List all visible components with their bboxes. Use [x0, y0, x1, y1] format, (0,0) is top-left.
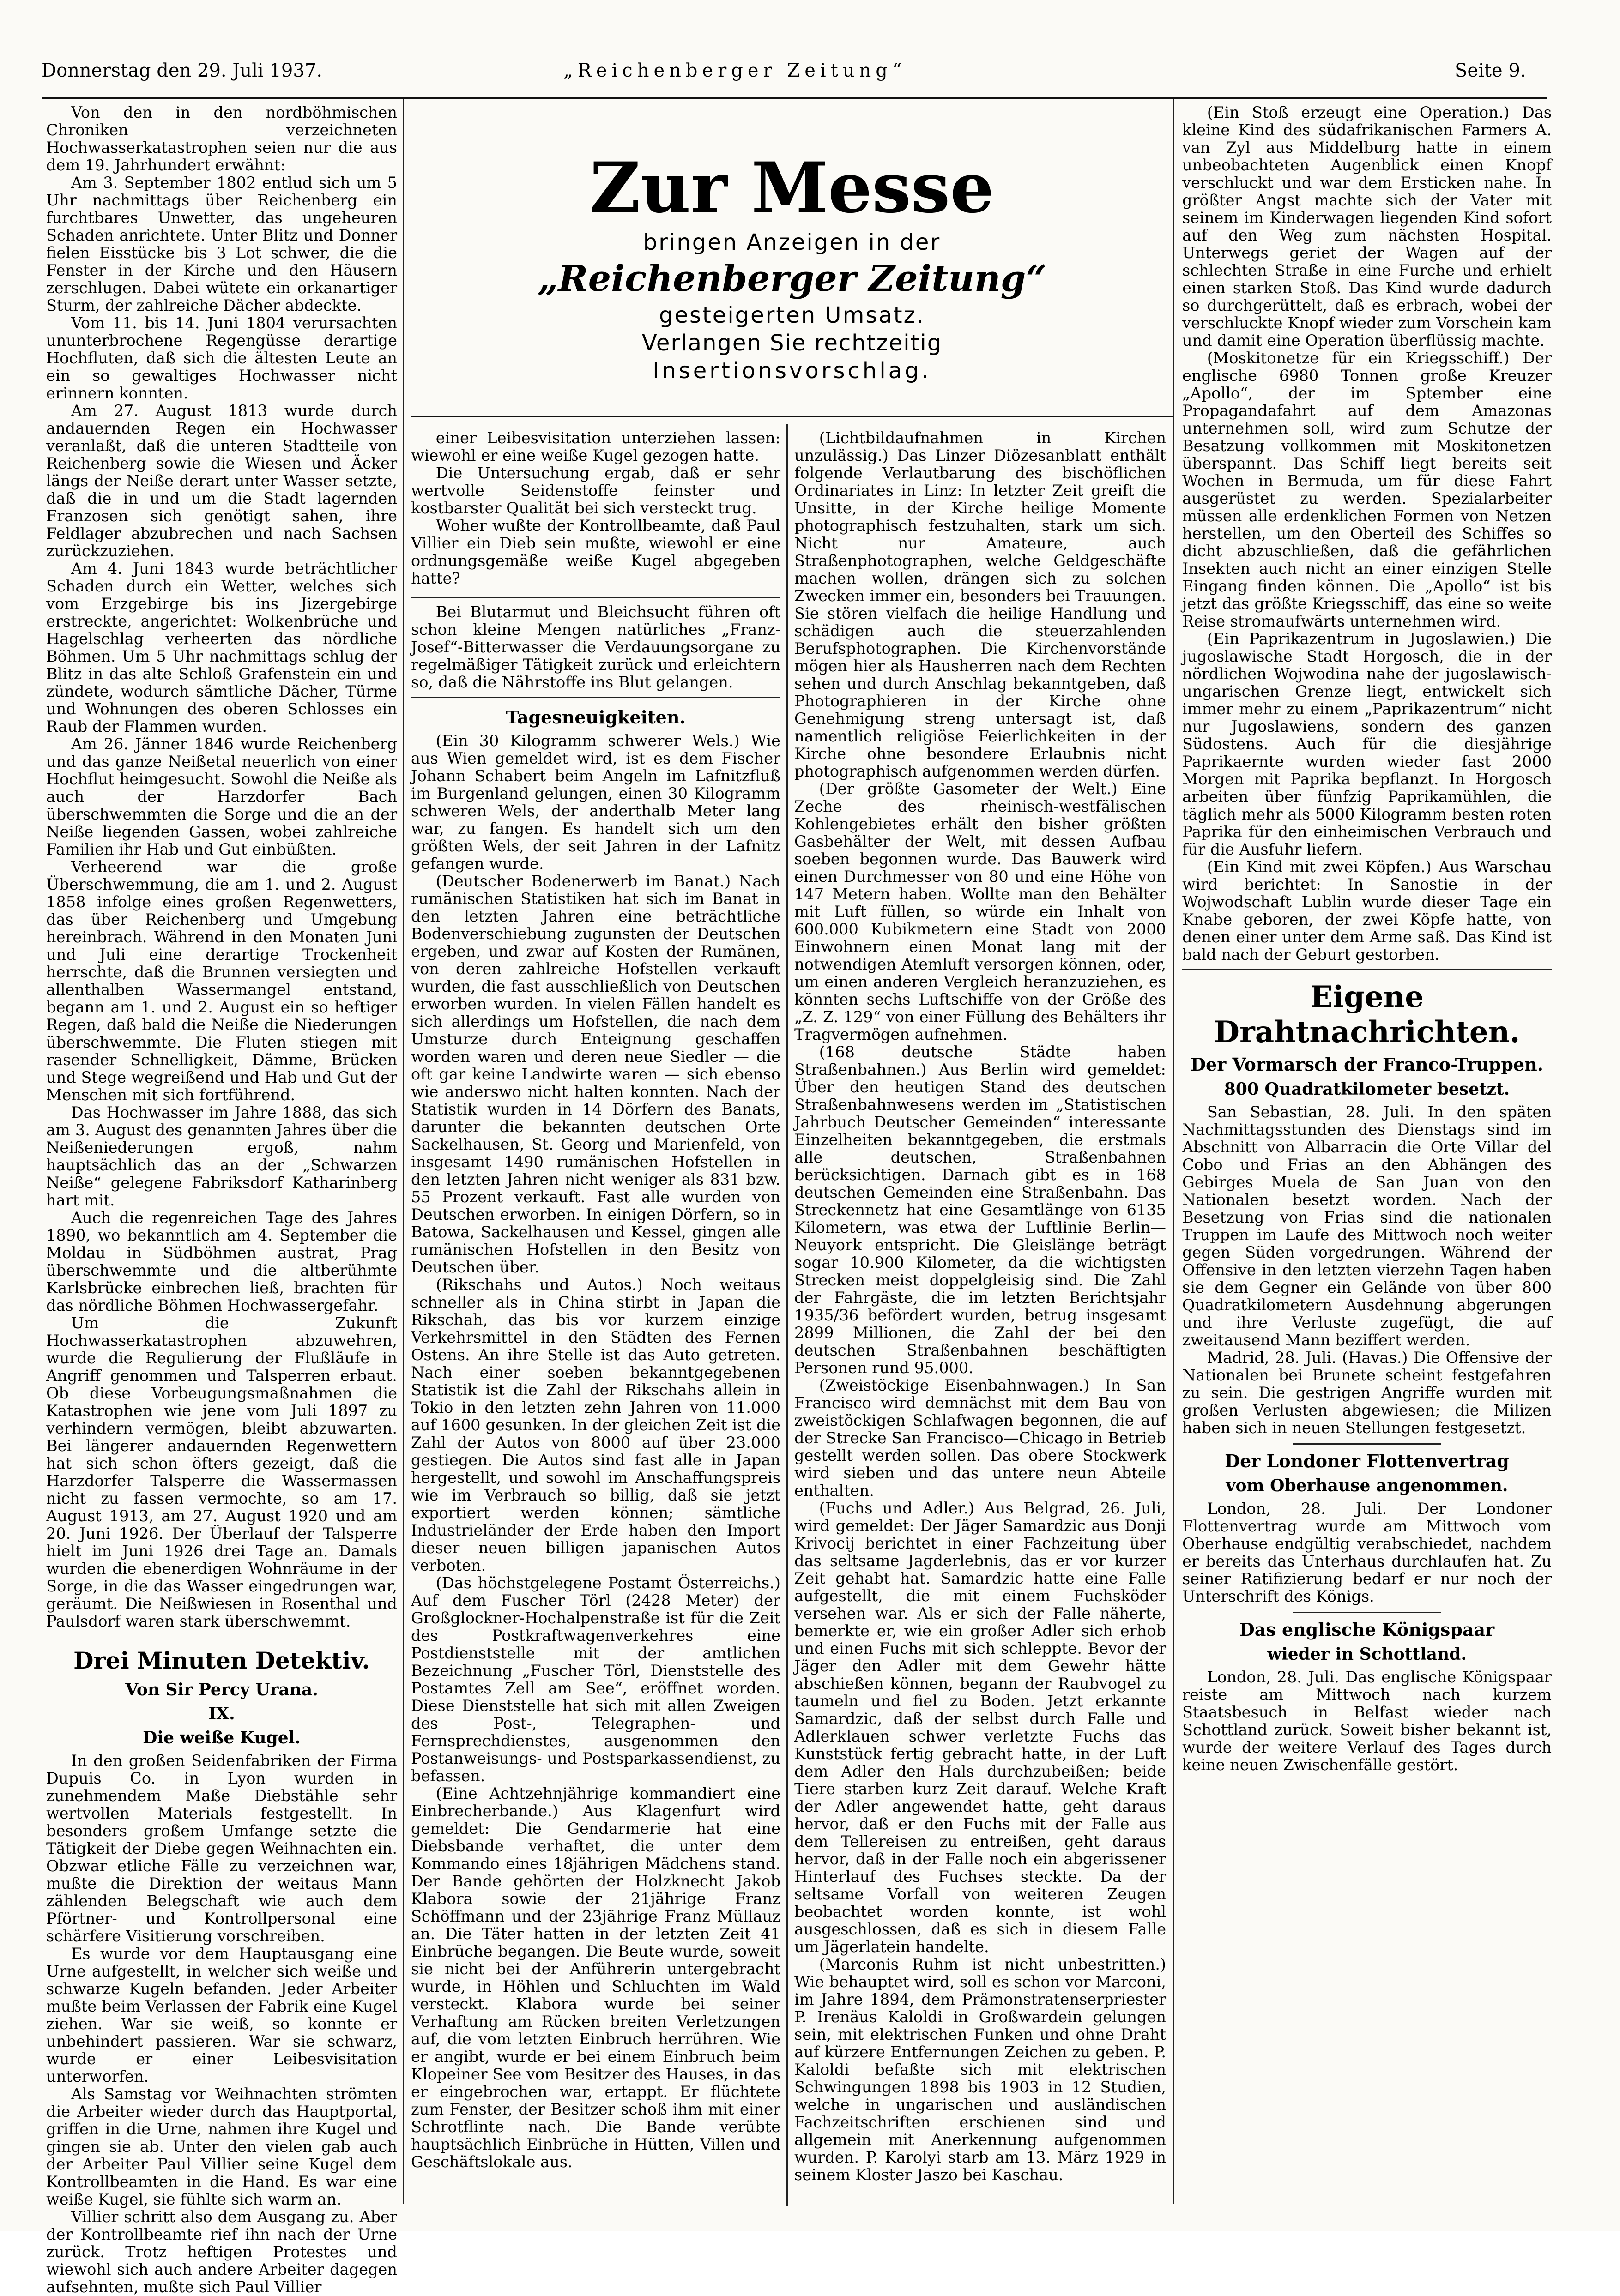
news-item: (Zweistöckige Eisenbahnwagen.) In San Francisco wird demnächst mit dem Bau von zweistöckigen Schlafwagen begonnen, die auf der Strecke San Francisco—Chicago in Betrieb gestellt werden sollen. Das obere Stockwerk wird sieben und das untere neun Abteile enthalten.	[794, 1376, 1166, 1500]
wire-item-title: Der Londoner Flottenvertrag	[1225, 1451, 1509, 1471]
article-paragraph: Das Hochwasser im Jahre 1888, das sich am 3. August des genannten Jahres über die Neißeniederungen ergoß, nahm hauptsächlich das an der „Schwarzen Neiße“ gelegene Fabriksdorf Katharinberg hart mit.	[46, 1103, 397, 1209]
header-rule	[42, 97, 1547, 99]
article-paragraph: Am 26. Jänner 1846 wurde Reichenberg und das ganze Neißetal neuerlich von einer Hochflut heimgesucht. Sowohl die Neiße als auch der Harzdorfer Bach überschwemmten die Sorge und die an der Neiße liegenden Gassen, wobei zahlreiche Familien ihr Hab und Gut einbüßten.	[46, 735, 397, 858]
article-paragraph: Von den in den nordböhmischen Chroniken verzeichneten Hochwasserkatastrophen seien nur die aus dem 19. Jahrhundert erwähnt:	[46, 103, 397, 174]
wire-item-subtitle: vom Oberhause angenommen.	[1226, 1476, 1508, 1495]
news-item: (Marconis Ruhm ist nicht unbestritten.) Wie behauptet wird, soll es schon vor Marconi, im Jahre 1894, dem Prämonstratenserpriester P. Irenäus Kaloldi in Großwardein gelungen sein, mit elektrischen Funken und ohne Draht auf kürzere Entfernungen Zeichen zu geben. P. Kaloldi befaßte sich mit elektrischen Schwingungen 1898 bis 1903 in 12 Studien, welche in ungarischen und ausländischen Fachzeitschriften erschienen sind und allgemein mit Anerkennung aufgenommen wurden. P. Karolyi starb am 13. März 1929 in seinem Kloster Jaszo bei Kaschau.	[794, 1955, 1166, 2184]
story-number: IX.	[208, 1704, 235, 1724]
divider	[1293, 1443, 1441, 1445]
story-paragraph: Woher wußte der Kontrollbeamte, daß Paul Villier ein Dieb sein mußte, wiewohl er eine ordnungsgemäße weiße Kugel abgegeben hatte?	[411, 517, 780, 587]
column-3	[794, 429, 1166, 2207]
newspaper-title: „Reichenberger Zeitung“	[563, 60, 907, 81]
story-paragraph: In den großen Seidenfabriken der Firma Dupuis Co. in Lyon wurden in zunehmendem Maße Diebstähle sehr wertvollen Materials festgestellt. In besonders großem Umfange setzte die Tätigkeit der Diebe gegen Weihnachten ein. Obzwar etliche Fälle zu verzeichnen war, mußte die Direktion der weitaus Mann zählenden Belegschaft wie auch dem Pförtner- und Kontrollpersonal eine schärfere Visitierung vorschreiben.	[46, 1752, 397, 1945]
story-title: Drei Minuten Detektiv.	[73, 1647, 370, 1674]
news-item: (Fuchs und Adler.) Aus Belgrad, 26. Juli, wird gemeldet: Der Jäger Samardzic aus Donji Krivocij berichtet in einer Fachzeitung über das seltsame Jagderlebnis, das er vor kurzer Zeit gehabt hat. Samardzic hatte eine Falle aufgestellt, die mit einem Fuchsköder versehen war. Als er sich der Falle näherte, bemerkte er, wie ein großer Adler sich erhob und einen Fuchs mit sich schleppte. Bevor der Jäger den Adler mit dem Gewehr hätte abschießen können, begann der Raubvogel zu taumeln und fiel zu Boden. Jetzt erkannte Samardzic, daß der selbst durch Falle und Adlerklauen schwer verletzte Fuchs das Kunststück fertig gebracht hatte, in der Luft dem Adler den Hals durchzubeißen; beide Tiere starben kurz Zeit darauf. Welche Kraft der Adler angewendet hatte, geht daraus hervor, daß er den Fuchs mit der Falle aus dem Tellereisen zu entreißen, geht daraus hervor, daß in der Falle noch ein abgerissener Hinterlauf des Fuchses steckte. Da der seltsame Vorfall von weiteren Zeugen beobachtet worden konnte, ist wohl ausgeschlossen, daß es sich in diesem Falle um Jägerlatein handelte.	[794, 1499, 1166, 1956]
column-rule	[786, 424, 788, 2206]
divider	[1293, 1612, 1441, 1613]
wire-paragraph: London, 28. Juli. Der Londoner Flottenvertrag wurde am Mittwoch vom Oberhause endgültig verabschiedet, nachdem er bereits das Unterhaus durchlaufen hat. Zu seiner Ratifizierung bedarf er nur noch der Unterschrift des Königs.	[1182, 1500, 1552, 1605]
column-2	[411, 429, 780, 2207]
ad-line: Verlangen Sie rechtzeitig	[641, 330, 943, 356]
article-paragraph: Am 27. August 1813 wurde durch andauernden Regen ein Hochwasser veranlaßt, daß die unteren Stadtteile von Reichenberg sowie die Wiesen und Äcker längs der Neiße derart unter Wasser setzte, daß die in und um die Stadt lagernden Franzosen sich genötigt sahen, ihre Feldlager abzubrechen und nach Sachsen zurückzuziehen.	[46, 402, 397, 560]
bitterwater-notice	[411, 597, 780, 698]
news-item: (Ein Kind mit zwei Köpfen.) Aus Warschau wird berichtet: In Sanostie in der Wojwodschaft Lublin wurde dieser Tage ein Knabe geboren, der zwei Köpfe hatte, von denen einer unter dem Arme saß. Das Kind ist bald nach der Geburt gestorben.	[1182, 858, 1552, 964]
news-item: (Ein Paprikazentrum in Jugoslawien.) Die jugoslawische Stadt Horgosch, die in der nördlichen Wojwodina nahe der jugoslawisch-ungarischen Grenze liegt, entwickelt sich immer mehr zu einem „Paprikazentrum“ nicht nur Jugoslawiens, sondern des ganzen Südostens. Auch für die diesjährige Paprikaernte wurden wieder fast 2000 Morgen mit Paprika bepflanzt. In Horgosch arbeiten über fünfzig Paprikamühlen, die täglich mehr als 5000 Kilogramm besten roten Paprika für den einheimischen Verbrauch und für die Ausfuhr liefern.	[1182, 630, 1552, 858]
wire-item-subtitle: wieder in Schottland.	[1267, 1645, 1467, 1664]
wire-item-subtitle: 800 Quadratkilometer besetzt.	[1224, 1079, 1510, 1099]
story-paragraph: Villier schritt also dem Ausgang zu. Aber der Kontrollbeamte rief ihn nach der Urne zurück. Trotz heftigen Protestes und wiewohl sich auch andere Arbeiter dagegen aufsehnten, mußte sich Paul Villier	[46, 2208, 397, 2296]
wire-item-title: Das englische Königspaar	[1239, 1619, 1495, 1640]
column-4	[1182, 104, 1552, 2209]
article-paragraph: Auch die regenreichen Tage des Jahres 1890, wo bekanntlich am 4. September die Moldau in Südböhmen austrat, Prag überschwemmte und die altberühmte Karlsbrücke einbrechen ließ, brachten für das nördliche Böhmen Hochwassergefahr.	[46, 1209, 397, 1314]
story-author: Von Sir Percy Urana.	[125, 1680, 318, 1699]
story-paragraph: Es wurde vor dem Hauptausgang eine Urne aufgestellt, in welcher sich weiße und schwarze Kugeln befanden. Jeder Arbeiter mußte beim Verlassen der Fabrik eine Kugel ziehen. War sie weiß, so konnte er unbehindert passieren. War sie schwarz, wurde er einer Leibesvisitation unterworfen.	[46, 1945, 397, 2085]
story-subtitle: Die weiße Kugel.	[143, 1728, 301, 1748]
news-item: (Lichtbildaufnahmen in Kirchen unzulässig.) Das Linzer Diözesanblatt enthält folgende Verlautbarung des bischöflichen Ordinariates in Linz: In letzter Zeit greift die Unsitte, in der Kirche heilige Momente photographisch festzuhalten, stark um sich. Nicht nur Amateure, auch Straßenphotographen, welche Geldgeschäfte machen wollen, drängen sich zu solchen Zwecken immer ein, besonders bei Trauungen. Sie stören vielfach die heilige Handlung und schädigen auch die steuerzahlenden Berufsphotographen. Die Kirchenvorstände mögen hier als Hausherren nach dem Rechten sehen und durch Anschlag bekanntgeben, daß Photographieren in der Kirche ohne Genehmigung streng untersagt ist, daß namentlich religiöse Feierlichkeiten in der Kirche ohne besondere Erlaubnis nicht photographisch aufgenommen werden dürfen.	[794, 429, 1166, 780]
news-item: (Der größte Gasometer der Welt.) Eine Zeche des rheinisch-westfälischen Kohlengebietes erhält den bisher größten Gasbehälter der Welt, mit dessen Aufbau soeben begonnen wurde. Das Bauwerk wird einen Durchmesser von 80 und eine Höhe von 147 Metern haben. Wollte man den Behälter mit Luft füllen, so würde ein Inhalt von 600.000 Kubikmetern eine Stadt von 2000 Einwohnern einen Monat lang mit der notwendigen Atemluft versorgen können, oder, um einen anderen Vergleich heranzuziehen, es könnten sechs Luftschiffe von der Größe des „Z. Z. 129“ von einer Füllung des Behälters ihr Tragvermögen aufnehmen.	[794, 780, 1166, 1043]
news-item: (168 deutsche Städte haben Straßenbahnen.) Aus Berlin wird gemeldet: Über den heutigen Stand des deutschen Straßenbahnwesens werden im „Statistischen Jahrbuch Deutscher Gemeinden“ interessante Einzelheiten bekanntgegeben, die erstmals alle deutschen, Straßenbahnen berücksichtigen. Darnach gibt es in 168 deutschen Gemeinden eine Straßenbahn. Das Streckennetz hat eine Gesamtlänge von 6135 Kilometern, was etwa der Luftlinie Berlin—Neuyork entspricht. Die Gleislänge beträgt sogar 10.900 Kilometer, da die wichtigsten Strecken meist doppelgleisig sind. Die Zahl der Fahrgäste, die im letzten Berichtsjahr 1935/36 befördert wurden, betrug insgesamt 2899 Millionen, die Zahl der bei den deutschen Straßenbahnen beschäftigten Personen rund 95.000.	[794, 1043, 1166, 1377]
news-item: (Rikschahs und Autos.) Noch weitaus schneller als in China stirbt in Japan die Rikschah, das bis vor kurzem einzige Verkehrsmittel in den Städten des Fernen Ostens. An ihre Stelle ist das Auto getreten. Nach einer soeben bekanntgegebenen Statistik ist die Zahl der Rikschahs allein in Tokio in den letzten zehn Jahren von 11.000 auf 1600 gesunken. In der gleichen Zeit ist die Zahl der Autos von 8000 auf über 23.000 gestiegen. Die Autos sind fast alle in Japan hergestellt, und sowohl im Anschaffungspreis wie im Verbrauch so billig, daß sie jetzt exportiert werden können; sämtliche Industrieländer der Erde haben den Import dieser neuen billigen japanischen Autos verboten.	[411, 1276, 780, 1574]
issue-date: Donnerstag den 29. Juli 1937.	[42, 60, 322, 81]
section-heading: Tagesneuigkeiten.	[506, 707, 686, 728]
ad-line: Insertionsvorschlag.	[653, 358, 931, 384]
article-paragraph: Um die Zukunft Hochwasserkatastrophen abzuwehren, wurde die Regulierung der Flußläufe in Angriff genommen und Talsperren erbaut. Ob diese Vorbeugungsmaßnahmen die Katastrophen wie jene vom Juli 1897 zu verhindern vermögen, bleibt abzuwarten. Bei längerer andauernden Regenwettern hat sich schon öfters gezeigt, daß die Harzdorfer Talsperre die Wassermassen nicht zu fassen vermochte, so am 17. August 1913, am 27. August 1920 und am 20. Juni 1926. Der Überlauf der Talsperre hielt im Juni 1926 drei Tage an. Damals wurden die ebenerdigen Wohnräume in der Sorge, in die das Wasser eingedrungen war, geräumt. Die Neißwiesen in Rosenthal und Paulsdorf waren stark überschwemmt.	[46, 1314, 397, 1630]
column-1	[46, 103, 397, 2296]
news-item: (Ein Stoß erzeugt eine Operation.) Das kleine Kind des südafrikanischen Farmers A. van Zyl aus Middelburg hatte in einem unbeobachteten Augenblick einen Knopf verschluckt und war dem Ersticken nahe. In größter Angst machte sich der Vater mit seinem im Kinderwagen liegenden Kind sofort auf den Weg zum nächsten Hospital. Unterwegs geriet der Wagen auf der schlechten Straße in eine Furche und erhielt einen starken Stoß. Das Kind wurde dadurch so durchgerüttelt, daß es erbrach, wobei der verschluckte Knopf wieder zum Vorschein kam und damit eine Operation überflüssig machte.	[1182, 103, 1552, 350]
news-item: (Das höchstgelegene Postamt Österreichs.) Auf dem Fuscher Törl (2428 Meter) der Großglockner-Hochalpenstraße ist für die Zeit des Postkraftwagenverkehres eine Postdienststelle mit der amtlichen Bezeichnung „Fuscher Törl, Dienststelle des Postamtes Zell am See“, eröffnet worden. Diese Dienststelle hat sich mit allen Zweigen des Post-, Telegraphen- und Fernsprechdienstes, ausgenommen den Postanweisungs- und Postsparkassendienst, zu befassen.	[411, 1574, 780, 1785]
story-paragraph: einer Leibesvisitation unterziehen lassen: wiewohl er eine weiße Kugel gezogen hatte.	[411, 429, 780, 464]
ad-line: bringen Anzeigen in der	[643, 229, 941, 255]
news-item: (Eine Achtzehnjährige kommandiert eine Einbrecherbande.) Aus Klagenfurt wird gemeldet: Die Gendarmerie hat eine Diebsbande verhaftet, die unter dem Kommando eines 18jährigen Mädchens stand. Der Bande gehörten der Holzknecht Jakob Klabora sowie der 21jährige Franz Schöffmann und der 23jährige Franz Müllauz an. Die Täter hatten in der letzten Zeit 41 Einbrüche begangen. Die Beute wurde, soweit sie nicht bei der Anführerin untergebracht wurde, in Höhlen und Schluchten im Wald versteckt. Klabora wurde bei seiner Verhaftung am Rücken breiten Verletzungen auf, die vom letzten Einbruch herrühren. Wie er angibt, wurde er bei einem Einbruch beim Klopeiner See vom Besitzer des Hauses, in das er eingebrochen war, ertappt. Er flüchtete zum Fenster, der Besitzer schoß ihm mit einer Schrotflinte nach. Die Bande verübte hauptsächlich Einbrüche in Hütten, Villen und Geschäftslokale aus.	[411, 1784, 780, 2171]
wire-item-title: Der Vormarsch der Franco-Truppen.	[1191, 1054, 1543, 1075]
page-number: Seite 9.	[1455, 60, 1526, 81]
article-paragraph: Am 3. September 1802 entlud sich um 5 Uhr nachmittags über Reichenberg ein furchtbares Unwetter, das ungeheuren Schaden anrichtete. Unter Blitz und Donner fielen Eisstücke bis 3 Lot schwer, die die Fenster in der Kirche und den Häusern zerschlugen. Dabei wütete ein orkanartiger Sturm, der zahlreiche Dächer abdeckte.	[46, 174, 397, 314]
notice-text: Bei Blutarmut und Bleichsucht führen oft schon kleine Mengen natürliches „Franz-Josef“-Bitterwasser die Verdauungsorgane zu regelmäßiger Tätigkeit zurück und erleichtern so, daß die Nährstoffe ins Blut gelangen.	[411, 603, 780, 691]
advertisement	[411, 106, 1173, 384]
story-paragraph: Als Samstag vor Weihnachten strömten die Arbeiter wieder durch das Hauptportal, griffen in die Urne, nahmen ihre Kugel und gingen sie ab. Unter den vielen gab auch der Arbeiter Paul Villier seine Kugel dem Kontrollbeamten in die Hand. Es war eine weiße Kugel, sie fühlte sich warm an.	[46, 2085, 397, 2208]
ad-newspaper-name: „Reichenberger Zeitung“	[537, 258, 1047, 300]
article-paragraph: Vom 11. bis 14. Juni 1804 verursachten ununterbrochene Regengüsse derartige Hochfluten, daß sich die ältesten Leute an ein so gewaltiges Hochwasser nicht erinnern konnten.	[46, 314, 397, 402]
wire-paragraph: San Sebastian, 28. Juli. In den späten Nachmittagsstunden des Dienstags sind im Abschnitt von Albarracin die Orte Villar del Cobo und Frias an den Abhängen des Gebirges Muela de San Juan von den Nationalen besetzt worden. Nach der Besetzung von Frias sind die nationalen Truppen im Laufe des Mittwoch noch weiter gegen Süden vorgedrungen. Während der Offensive in den letzten vierzehn Tagen haben sie dem Gegner ein Gelände von über 800 Quadratkilometern Ausdehnung abgerungen und ihre Verluste zugefügt, die auf zweitausend Mann beziffert werden.	[1182, 1103, 1552, 1349]
ad-line: gesteigerten Umsatz.	[659, 302, 925, 328]
column-rule	[403, 99, 404, 2204]
divider	[1182, 969, 1552, 970]
column-rule	[1173, 99, 1174, 2204]
wire-news-heading: Eigene Drahtnachrichten.	[1214, 980, 1520, 1049]
article-paragraph: Am 4. Juni 1843 wurde beträchtlicher Schaden durch ein Wetter, welches sich vom Erzgebirge bis ins Jizergebirge erstreckte, angerichtet: Wolkenbrüche und Hagelschlag verheerten das nördliche Böhmen. Um 5 Uhr nachmittags schlug der Blitz in das alte Schloß Grafenstein ein und zündete, wodurch sämtliche Dächer, Türme und Wohnungen des oberen Schlosses ein Raub der Flammen wurden.	[46, 560, 397, 735]
wire-paragraph: London, 28. Juli. Das englische Königspaar reiste am Mittwoch nach kurzem Staatsbesuch in Belfast wieder nach Schottland zurück. Soweit bisher bekannt ist, wurde der weitere Verlauf des Tages durch keine neuen Zwischenfälle gestört.	[1182, 1668, 1552, 1774]
news-item: (Deutscher Bodenerwerb im Banat.) Nach rumänischen Statistiken hat sich im Banat in den letzten Jahren eine beträchtliche Bodenverschiebung zugunsten der Deutschen ergeben, und zwar auf Kosten der Rumänen, von deren zahlreiche Hofstellen verkauft wurden, die fast ausschließlich von Deutschen erworben wurden. In vielen Fällen handelt es sich allerdings um Hofstellen, die nach dem Umsturze durch Enteignung geschaffen worden waren und deren neue Siedler — die oft gar keine Landwirte waren — sich ebenso wie anderswo nicht halten konnten. Nach der Statistik wurden in 14 Dörfern des Banats, darunter die bekannten deutschen Orte Sackelhausen, St. Georg und Marienfeld, von insgesamt 1490 rumänischen Hofstellen in den letzten Jahren nicht weniger als 831 bzw. 55 Prozent verkauft. Fast alle wurden von Deutschen erworben. In einigen Dörfern, so in Batowa, Sackelhausen und Kessel, gingen alle rumänischen Hofstellen in den Besitz von Deutschen über.	[411, 872, 780, 1276]
ad-rule	[411, 416, 1173, 417]
ad-headline: Zur Messe	[590, 147, 994, 229]
news-item: (Ein 30 Kilogramm schwerer Wels.) Wie aus Wien gemeldet wird, ist es dem Fischer Johann Schabert beim Angeln im Lafnitzfluß im Burgenland gelungen, einen 30 Kilogramm schweren Wels, der anderthalb Meter lang war, zu fangen. Es handelt sich um den größten Wels, der seit Jahren in der Lafnitz gefangen wurde.	[411, 732, 780, 873]
news-item: (Moskitonetze für ein Kriegsschiff.) Der englische 6980 Tonnen große Kreuzer „Apollo“, der im Sptember eine Propagandafahrt auf dem Amazonas unternehmen soll, wird zum Schutze der Besatzung vollkommen mit Moskitonetzen überspannt. Das Schiff liegt bereits seit Wochen in Bermuda, um für diese Fahrt ausgerüstet zu werden. Spezialarbeiter müssen alle erdenklichen Formen von Netzen herstellen, um den Oberteil des Schiffes so dicht abzuschließen, daß die gefährlichen Insekten auch nicht an einer einzigen Stelle Eingang finden können. Die „Apollo“ ist bis jetzt das größte Kriegsschiff, das eine so weite Reise stromaufwärts unternehmen wird.	[1182, 349, 1552, 630]
wire-paragraph: Madrid, 28. Juli. (Havas.) Die Offensive der Nationalen bei Brunete scheint festgefahren zu sein. Die gestrigen Angriffe wurden mit großen Verlusten abgewiesen; die Milizen haben sich in neuen Stellungen festgesetzt.	[1182, 1349, 1552, 1437]
story-paragraph: Die Untersuchung ergab, daß er sehr wertvolle Seidenstoffe feinster und kostbarster Qualität bei sich versteckt trug.	[411, 464, 780, 517]
article-paragraph: Verheerend war die große Überschwemmung, die am 1. und 2. August 1858 infolge eines großen Regenwetters, das über Reichenberg und Umgebung hereinbrach. Während in den Monaten Juni und Juli eine derartige Trockenheit herrschte, daß die Brunnen versiegten und allenthalben Wassermangel entstand, begann am 1. und 2. August ein so heftiger Regen, daß bald die Neiße die Niederungen überschwemmte. Die Fluten stiegen mit rasender Schnelligkeit, Dämme, Brücken und Stege wegreißend und Hab und Gut der Menschen mit sich fortführend.	[46, 858, 397, 1104]
